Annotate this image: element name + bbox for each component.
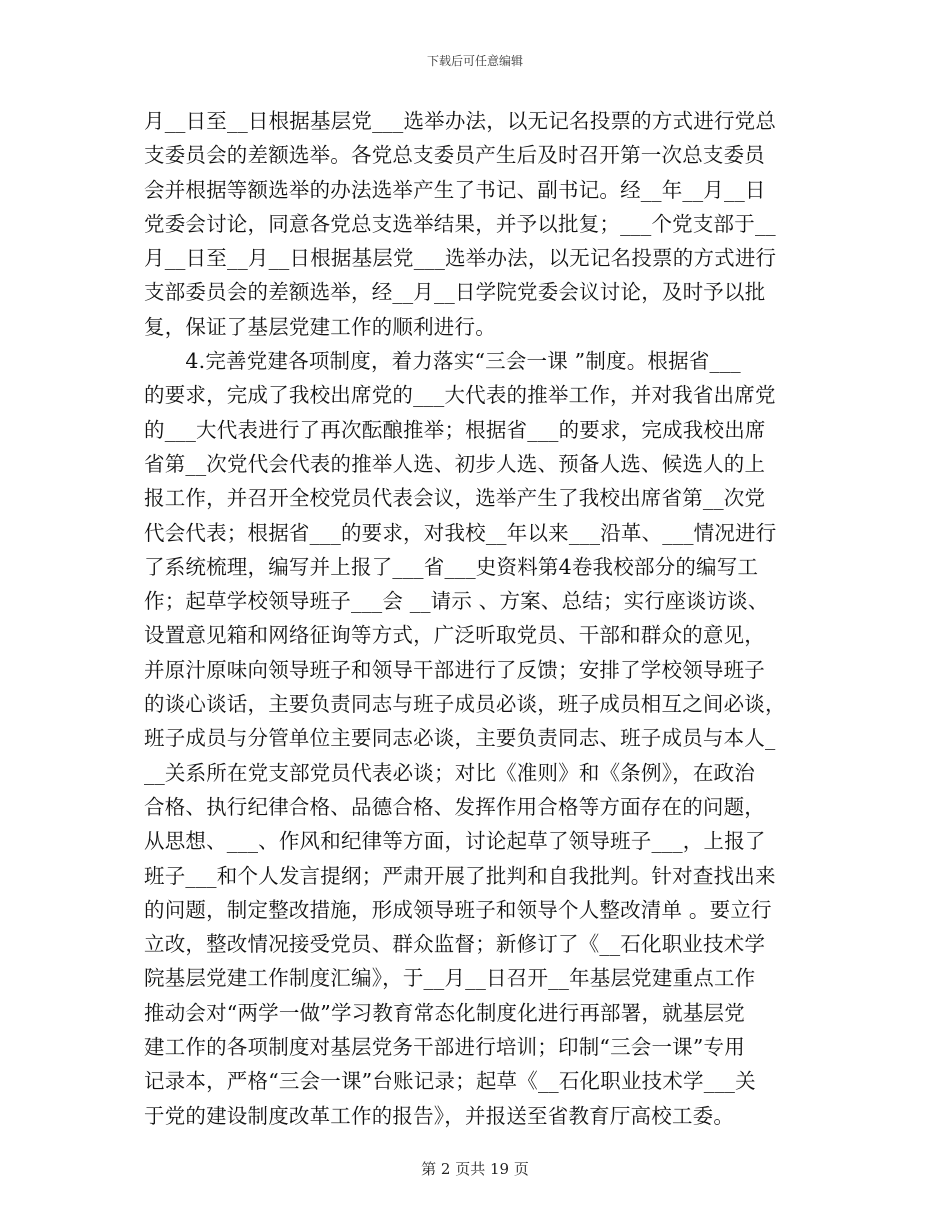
text-line: 合格、执行纪律合格、品德合格、发挥作用合格等方面存在的问题， xyxy=(144,794,765,819)
text-line: 设置意见箱和网络征询等方式，广泛听取党员、干部和群众的意见， xyxy=(144,623,765,648)
text-line: 代会代表；根据省___的要求，对我校__年以来___沿革、___情况进行 xyxy=(144,520,777,545)
page-header: 下载后可任意编辑 xyxy=(426,54,523,68)
text-line: 报工作，并召开全校党员代表会议，选举产生了我校出席省第__次党 xyxy=(144,486,766,511)
text-line: 支部委员会的差额选举，经__月__日学院党委会议讨论，及时予以批 xyxy=(144,280,766,305)
text-line: 的谈心谈话，主要负责同志与班子成员必谈，班子成员相互之间必谈， xyxy=(144,692,786,717)
text-line: 院基层党建工作制度汇编》，于__月__日召开__年基层党建重点工作 xyxy=(144,966,756,991)
text-line: 建工作的各项制度对基层党务干部进行培训；印制“三会一课”专用 xyxy=(144,1035,745,1060)
text-line: 会并根据等额选举的办法选举产生了书记、副书记。经__年__月__日 xyxy=(144,177,766,202)
text-line: 4.完善党建各项制度，着力落实“三会一课 ”制度。根据省___ xyxy=(144,349,741,374)
text-line: 的___大代表进行了再次酝酿推举；根据省___的要求，完成我校出席 xyxy=(144,417,766,442)
text-line: 于党的建设制度改革工作的报告》，并报送至省教育厅高校工委。 xyxy=(144,1103,735,1128)
text-line: 班子成员与分管单位主要同志必谈，主要负责同志、班子成员与本人_ xyxy=(144,726,776,751)
text-line: 支委员会的差额选举。各党总支委员产生后及时召开第一次总支委员 xyxy=(144,143,765,168)
text-line: 的问题，制定整改措施，形成领导班子和领导个人整改清单 。要立行 xyxy=(144,897,772,922)
page-footer: 第 2 页共 19 页 xyxy=(421,1160,529,1178)
text-line: 并原汁原味向领导班子和领导干部进行了反馈；安排了学校领导班子 xyxy=(144,657,765,682)
text-line: 记录本，严格“三会一课”台账记录；起草《__石化职业技术学___关 xyxy=(144,1069,756,1094)
text-line: 的要求，完成了我校出席党的___大代表的推举工作，并对我省出席党 xyxy=(144,383,776,408)
text-line: 立改，整改情况接受党员、群众监督；新修订了《__石化职业技术学 xyxy=(144,932,766,957)
text-line: 了系统梳理，编写并上报了___省___史资料第4卷我校部分的编写工 xyxy=(144,554,759,579)
text-line: 省第__次党代会代表的推举人选、初步人选、预备人选、候选人的上 xyxy=(144,451,766,476)
body-text xyxy=(144,104,808,1133)
text-line: 月__日至__月__日根据基层党___选举办法，以无记名投票的方式进行 xyxy=(144,246,777,271)
text-line: 推动会对“两学一做”学习教育常态化制度化进行再部署，就基层党 xyxy=(144,1000,745,1025)
text-line: __关系所在党支部党员代表必谈；对比《准则》和《条例》，在政治 xyxy=(144,760,755,785)
text-line: 党委会讨论，同意各党总支选举结果，并予以批复；___个党支部于__ xyxy=(144,211,776,236)
text-line: 从思想、___、作风和纪律等方面，讨论起草了领导班子___，上报了 xyxy=(144,829,766,854)
text-line: 月__日至__日根据基层党___选举办法，以无记名投票的方式进行党总 xyxy=(144,109,777,133)
text-line: 复，保证了基层党建工作的顺利进行。 xyxy=(144,314,496,339)
text-line: 作；起草学校领导班子___会 __请示 、方案、总结；实行座谈访谈、 xyxy=(144,589,769,614)
text-line: 班子___和个人发言提纲；严肃开展了批判和自我批判。针对查找出来 xyxy=(144,863,776,888)
